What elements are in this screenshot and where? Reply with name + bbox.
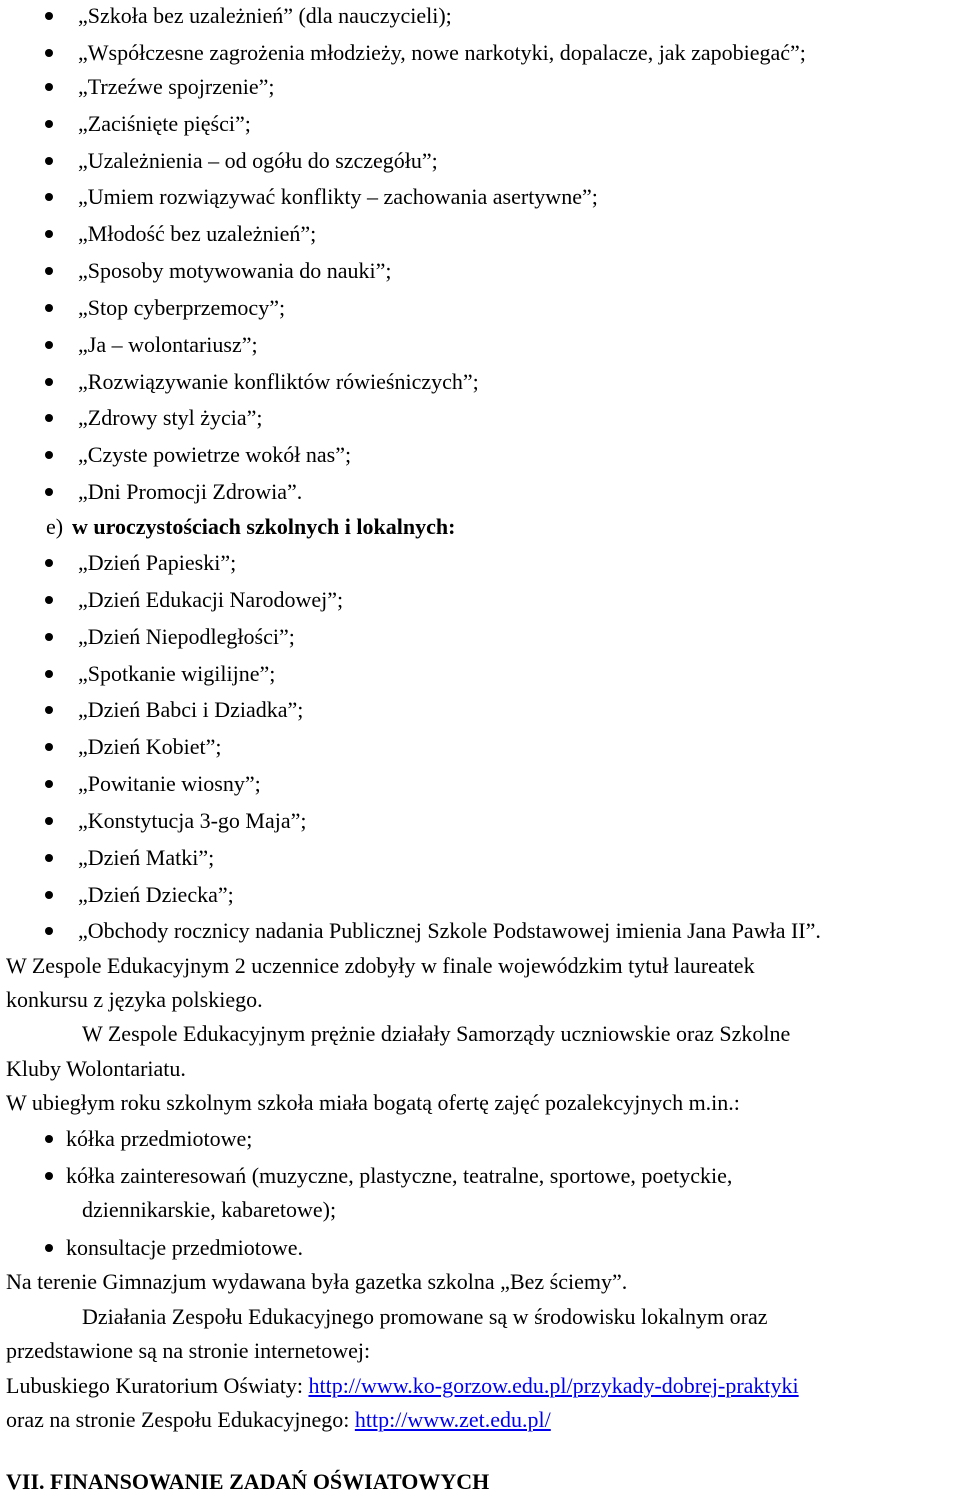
bullet-icon xyxy=(45,780,53,788)
bullet-icon xyxy=(45,488,53,496)
section-title: w uroczystościach szkolnych i lokalnych: xyxy=(72,514,456,539)
kuratorium-label: Lubuskiego Kuratorium Oświaty: xyxy=(6,1373,309,1398)
bullet-icon xyxy=(45,451,53,459)
bullet-icon xyxy=(45,378,53,386)
bullet-icon xyxy=(45,1135,53,1143)
bullet-icon xyxy=(45,193,53,201)
bullet-icon xyxy=(45,633,53,641)
bullet-icon xyxy=(45,267,53,275)
bullet-icon xyxy=(45,414,53,422)
bullet-icon xyxy=(45,1172,53,1180)
bullet-icon xyxy=(45,12,53,20)
bullet-icon xyxy=(45,304,53,312)
bullet-icon xyxy=(45,927,53,935)
bullet-icon xyxy=(45,559,53,567)
zespol-link[interactable]: http://www.zet.edu.pl/ xyxy=(354,1407,551,1432)
bullet-icon xyxy=(45,1244,53,1252)
bullet-icon xyxy=(45,706,53,714)
bullet-icon xyxy=(45,157,53,165)
bullet-icon xyxy=(45,743,53,751)
bullet-icon xyxy=(45,341,53,349)
bullet-icon xyxy=(45,120,53,128)
bullet-icon xyxy=(45,83,53,91)
bullet-icon xyxy=(45,49,53,57)
kuratorium-link[interactable]: http://www.ko-gorzow.edu.pl/przykady-dobrej-praktyki xyxy=(308,1373,799,1398)
bullet-icon xyxy=(45,817,53,825)
zespol-label: oraz na stronie Zespołu Edukacyjnego: xyxy=(6,1407,355,1432)
bullet-icon xyxy=(45,596,53,604)
bullet-icon xyxy=(45,891,53,899)
bullet-icon xyxy=(45,230,53,238)
bullet-icon xyxy=(45,670,53,678)
bullet-icon xyxy=(45,854,53,862)
section-marker: e) xyxy=(46,514,64,539)
